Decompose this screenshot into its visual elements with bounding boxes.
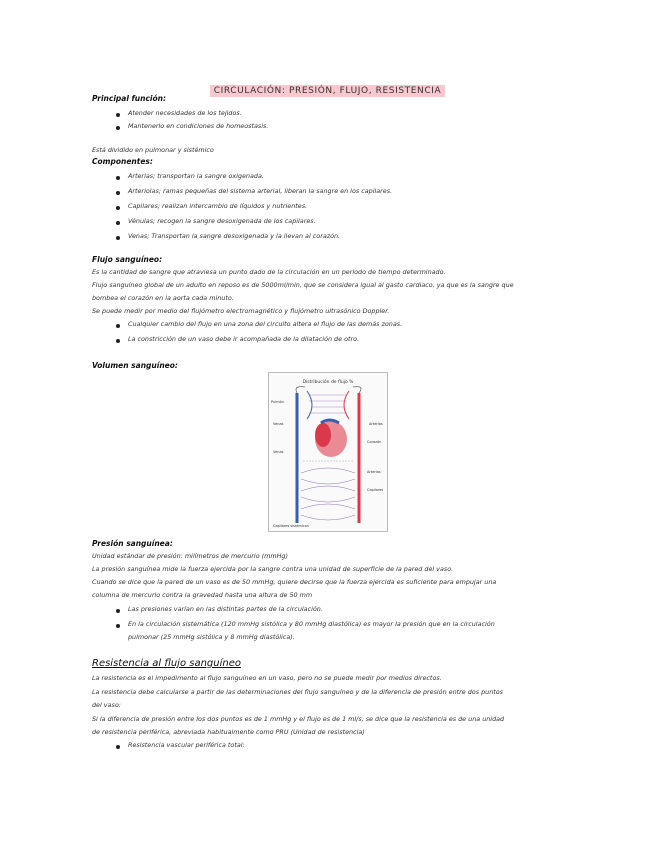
figure-label: Venas <box>273 450 284 454</box>
circulation-diagram-svg <box>269 373 387 531</box>
heart-icon <box>315 420 347 457</box>
bullet-icon <box>116 339 120 343</box>
list-item: Capilares; realizan intercambio de líquidos y nutrientes. <box>128 202 308 210</box>
heading-presion: Presión sanguínea: <box>92 539 173 548</box>
bullet-icon <box>116 126 120 130</box>
figure-label: Capilares sistémicos <box>273 524 309 528</box>
paragraph: Unidad estándar de presión: milímetros de mercurio (mmHg) <box>92 552 288 560</box>
paragraph: columna de mercurio contra la gravedad hasta una altura de 50 mm <box>92 591 313 599</box>
paragraph: Flujo sanguíneo global de un adulto en reposo es de 5000ml/min, que se considera igual al gasto cardiaco, ya que es la sangre que <box>92 281 514 289</box>
paragraph: bombea el corazón en la aorta cada minuto. <box>92 294 234 302</box>
bullet-icon <box>116 206 120 210</box>
paragraph: La resistencia debe calcularse a partir de las determinaciones del flujo sanguíneo y de la diferencia de presión entre dos puntos <box>92 688 503 696</box>
heading-componentes: Componentes: <box>92 157 153 166</box>
bullet-icon <box>116 745 120 749</box>
heading-flujo: Flujo sanguíneo: <box>92 255 163 264</box>
list-item: La constricción de un vaso debe ir acompañada de la dilatación de otro. <box>128 335 360 343</box>
bullet-icon <box>116 221 120 225</box>
paragraph: Es la cantidad de sangre que atraviesa un punto dado de la circulación en un periodo de tiempo determinado. <box>92 268 446 276</box>
paragraph: La presión sanguínea mide la fuerza ejercida por la sangre contra una unidad de superficie de la pared del vaso. <box>92 565 454 573</box>
list-item-continuation: pulmonar (25 mmHg sistólica y 8 mmHg diastólica). <box>128 633 295 641</box>
heading-volumen: Volumen sanguíneo: <box>92 361 178 370</box>
list-item: Mantenerlo en condiciones de homeostasis. <box>128 122 269 130</box>
paragraph: Se puede medir por medio del flujómetro electromagnético y flujómetro ultrasónico Doppler. <box>92 307 390 315</box>
bullet-icon <box>116 191 120 195</box>
figure-label: Pulmón <box>271 400 285 404</box>
title-text: CIRCULACIÓN: PRESIÓN, FLUJO, RESISTENCIA <box>210 85 446 97</box>
paragraph: Si la diferencia de presión entre los dos puntos es de 1 mmHg y el flujo es de 1 ml/s, se dice que la resistencia es de una unidad <box>92 715 505 723</box>
list-item: Vénulas; recogen la sangre desoxigenada de los capilares. <box>128 217 316 225</box>
figure-label: Arterias <box>369 422 383 426</box>
bullet-icon <box>116 113 120 117</box>
paragraph-division: Está dividido en pulmonar y sistémico <box>92 146 214 154</box>
list-item: Arterias; transportan la sangre oxigenada. <box>128 172 264 180</box>
figure-label: Corazón <box>367 440 382 444</box>
paragraph: Cuando se dice que la pared de un vaso es de 50 mmHg, quiere decirse que la fuerza ejercida es suficiente para empujar una <box>92 578 497 586</box>
paragraph: del vaso: <box>92 701 121 709</box>
paragraph: La resistencia es el impedimento al flujo sanguíneo en un vaso, pero no se puede medir por medios directos. <box>92 674 442 682</box>
systemic-capillaries <box>301 461 355 520</box>
lung-capillaries <box>307 391 349 419</box>
paragraph: de resistencia periférica, abreviada habitualmente como PRU (Unidad de resistencia) <box>92 728 365 736</box>
bullet-icon <box>116 624 120 628</box>
bullet-icon <box>116 609 120 613</box>
bullet-icon <box>116 236 120 240</box>
figure-top-label: Distribución de flujo % <box>302 380 354 385</box>
heading-resistencia: Resistencia al flujo sanguíneo <box>92 658 241 669</box>
list-item: Resistencia vascular periférica total: <box>128 741 245 749</box>
list-item: Atender necesidades de los tejidos. <box>128 109 242 117</box>
bullet-icon <box>116 324 120 328</box>
bullet-icon <box>116 176 120 180</box>
list-item: En la circulación sistemática (120 mmHg sistólica y 80 mmHg diastólica) es mayor la presión que en la circulación <box>128 620 495 628</box>
list-item: Venas; Transportan la sangre desoxigenada y la llevan al corazón. <box>128 232 341 240</box>
heading-principal: Principal función: <box>92 94 166 103</box>
figure-label: Arterias <box>367 470 381 474</box>
circulation-diagram <box>268 372 388 532</box>
list-item: Las presiones varían en las distintas partes de la circulación. <box>128 605 323 613</box>
list-item: Arteriolas; ramas pequeñas del sistema arterial, liberan la sangre en los capilares. <box>128 187 393 195</box>
list-item: Cualquier cambio del flujo en una zona del circuito altera el flujo de las demás zonas. <box>128 320 403 328</box>
figure-label: Venas <box>273 422 284 426</box>
figure-label: Capilares <box>367 488 384 492</box>
